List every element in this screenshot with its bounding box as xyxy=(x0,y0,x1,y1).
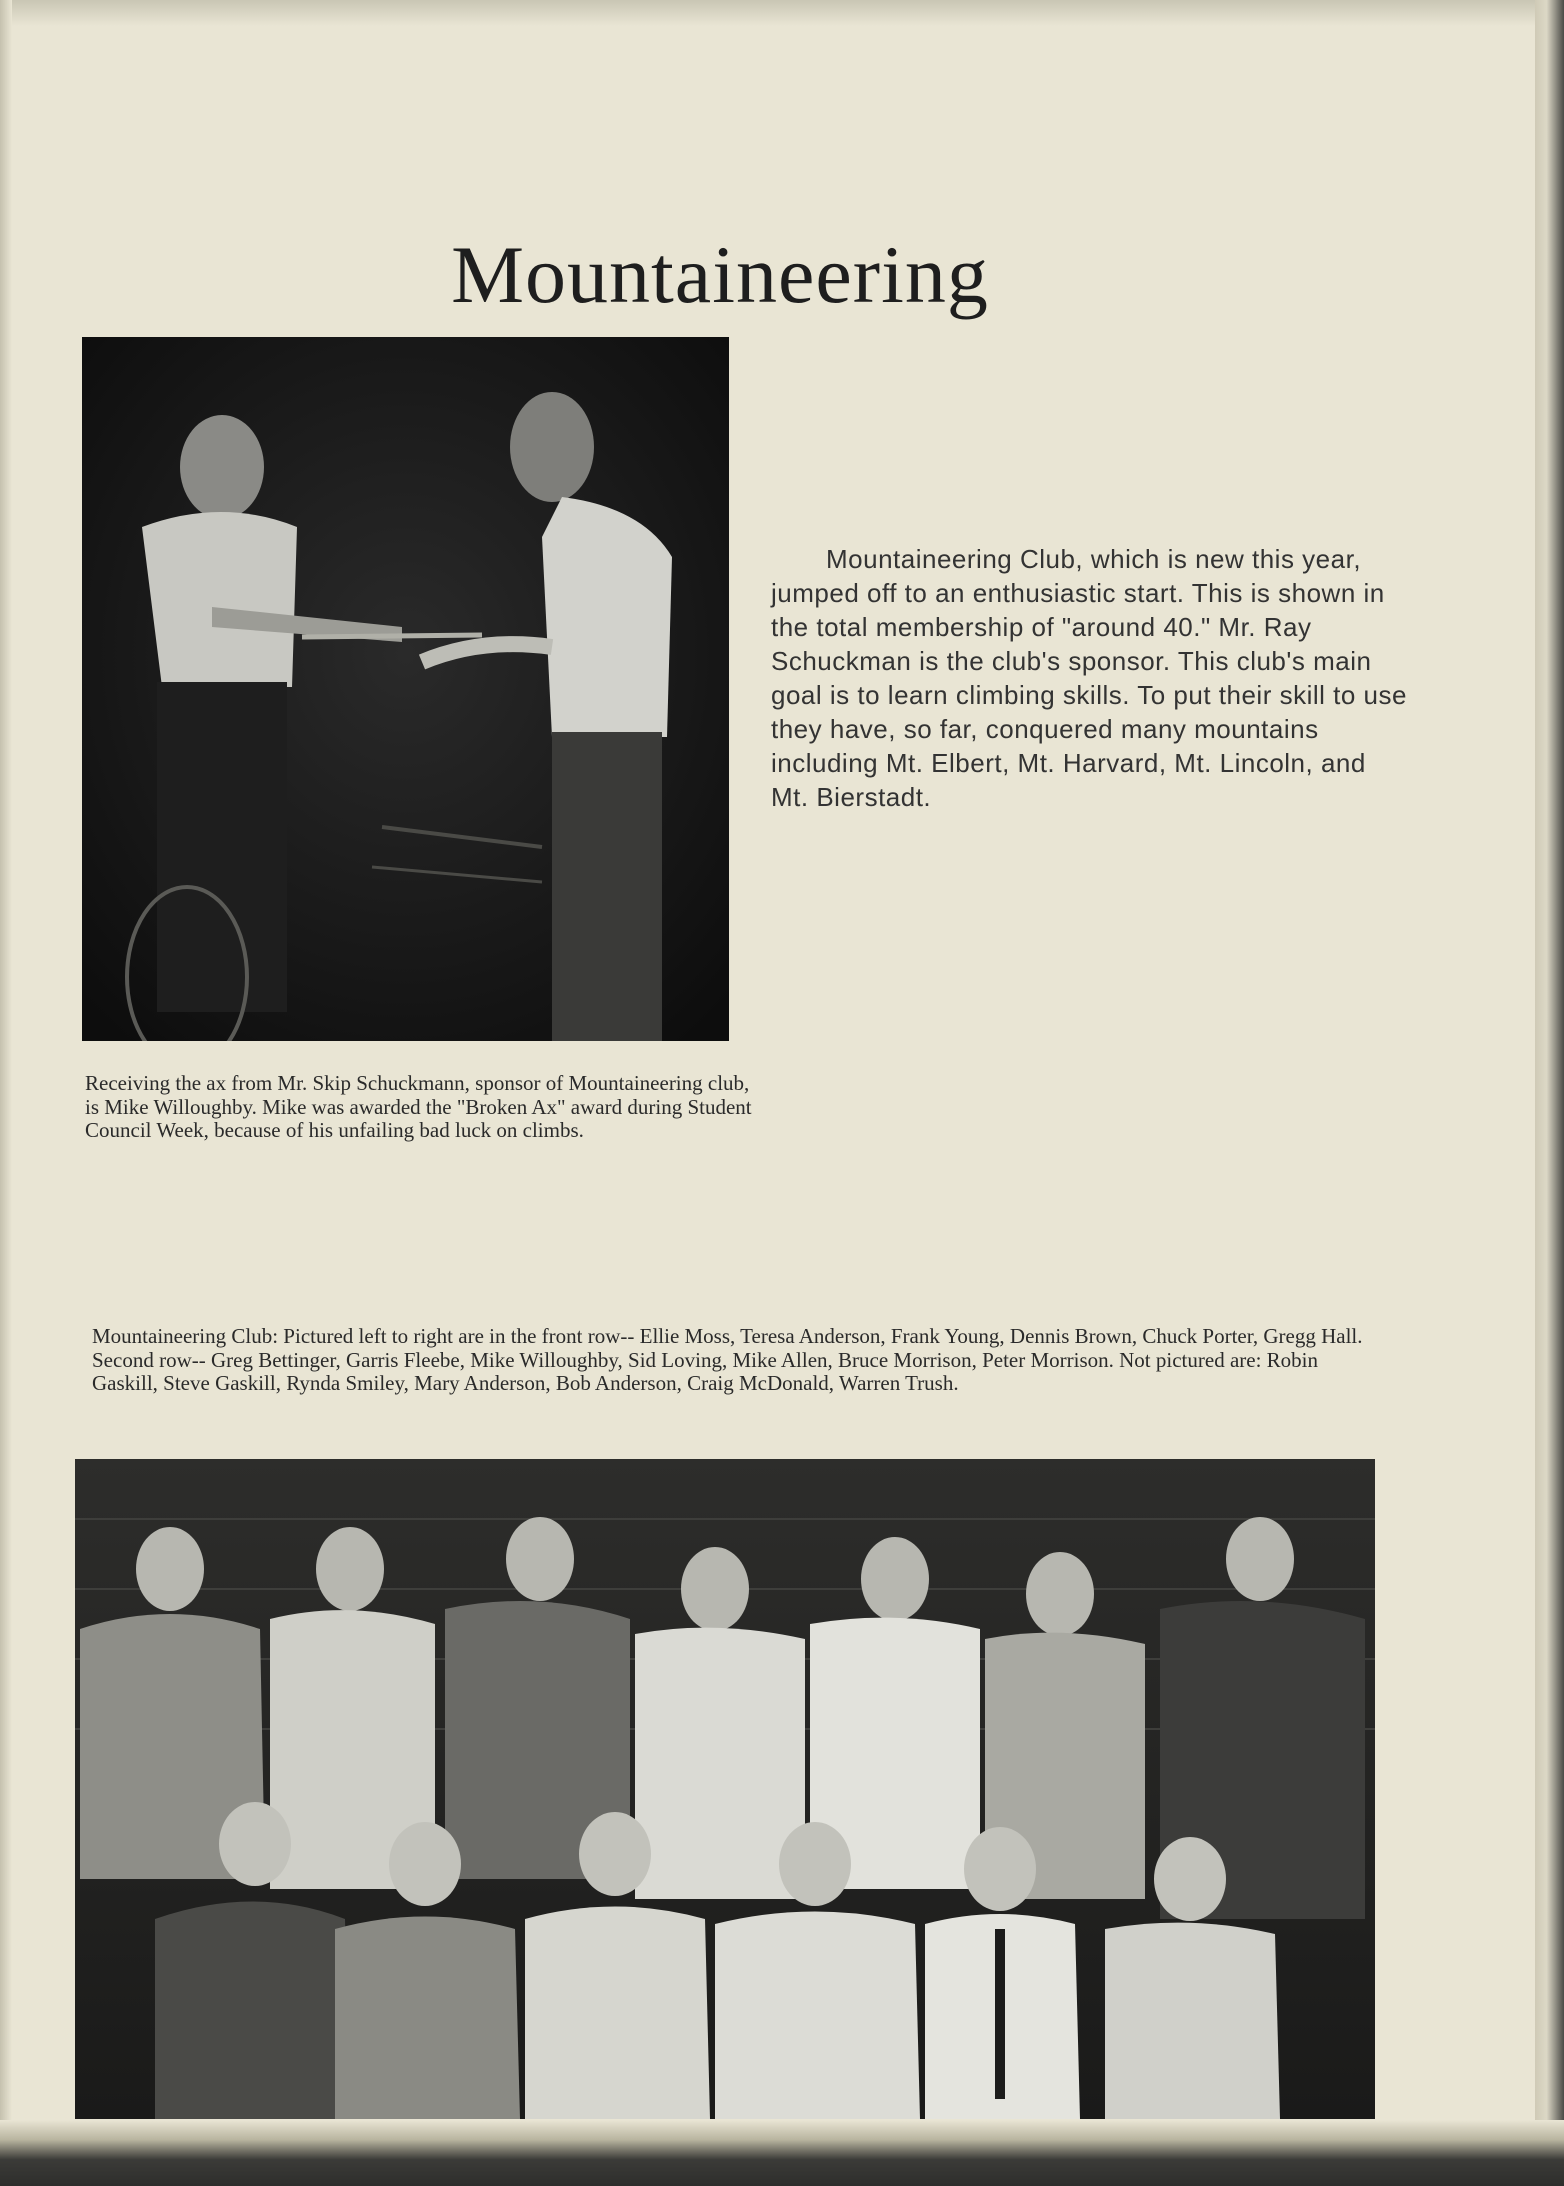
page-left-shadow xyxy=(0,0,12,2186)
group-photo-caption: Mountaineering Club: Pictured left to right are in the front row-- Ellie Moss, Teresa Anderson, Frank Young, Dennis Brown, Chuck Porter, Gregg Hall. Second row-- Greg Bettinger, Garris Fleebe, Mike Willoughby, Sid Loving, Mike Allen, Bruce Morrison, Peter Morrison. Not pictured are: Robin Gaskill, Steve Gaskill, Rynda Smiley, Mary Anderson, Bob Anderson, Craig McDonald, Warren Trush. xyxy=(92,1324,1363,1395)
page-title: Mountaineering xyxy=(451,229,989,320)
photo-caption: Receiving the ax from Mr. Skip Schuckmann, sponsor of Mountaineering club, is Mike Willoughby. Mike was awarded the "Broken Ax" award during Student Council Week, because of his unfailing bad luck on climbs. xyxy=(85,1071,752,1142)
book-spine-edge xyxy=(1535,0,1564,2186)
ax-presentation-photo xyxy=(82,337,729,1041)
page-bottom-edge xyxy=(0,2120,1564,2186)
club-description: Mountaineering Club, which is new this year, jumped off to an enthusiastic start. This is shown in the total membership of "around 40." Mr. Ray Schuckman is the club's sponsor. This club's main goal is to learn climbing skills. To put their skill to use they have, so far, conquered many mountains including Mt. Elbert, Mt. Harvard, Mt. Lincoln, and Mt. Bierstadt. xyxy=(771,544,1407,812)
group-photo xyxy=(75,1459,1375,2119)
page-top-shadow xyxy=(0,0,1535,26)
